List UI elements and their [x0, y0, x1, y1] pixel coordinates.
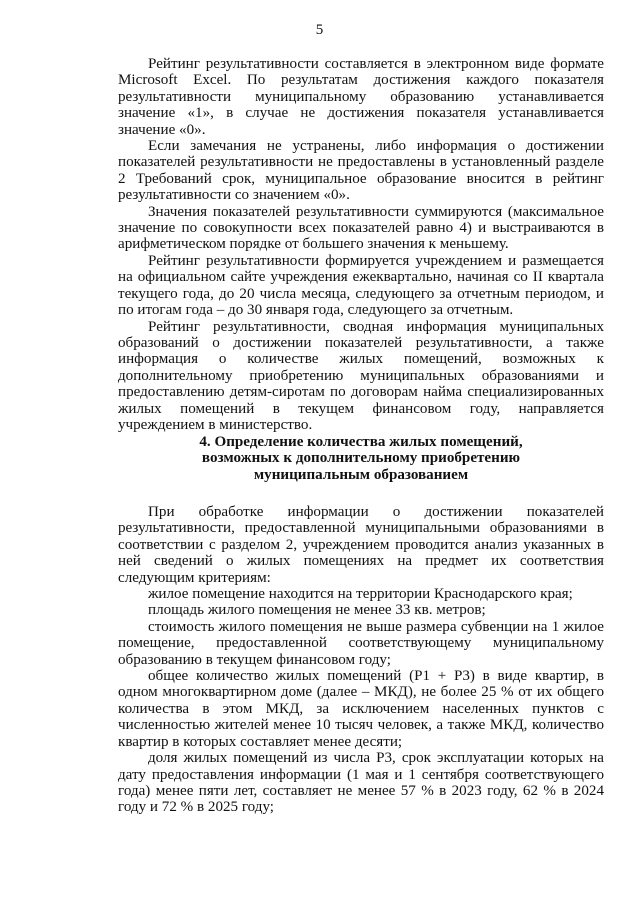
criterion-item: жилое помещение находится на территории Краснодарского края; [148, 586, 573, 603]
paragraph: Если замечания не устранены, либо информация о достижении показателей результативности не предоставлены в установленный разделе 2 Требований срок, муниципальное образование вносится в рейтинг результативности со значением «0». [118, 138, 604, 204]
paragraph: При обработке информации о достижении показателей результативности, предоставленной муниципальными образованиями в соответствии с разделом 2, учреждением проводится анализ указанных в ней сведений о жилых помещениях на предмет их соответствия следующим критериям: [118, 504, 604, 586]
criterion-item: стоимость жилого помещения не выше размера субвенции на 1 жилое помещение, предоставленной соответствующему муниципальному образованию в текущем финансовом году; [118, 618, 604, 668]
paragraph: Рейтинг результативности формируется учреждением и размещается на официальном сайте учреждения ежеквартально, начиная со II квартала текущего года, до 20 числа месяца, следующего за отчетным периодом, и по итогам года – до 30 января года, следующего за отчетным. [118, 252, 604, 319]
section-title-line: возможных к дополнительному приобретению [201, 450, 521, 467]
body-text-bottom [118, 504, 604, 816]
section-title [118, 434, 604, 483]
paragraph: Рейтинг результативности, сводная информация муниципальных образований о достижении показателей результативности, а также информация о количестве жилых помещений, возможных к дополнительному приобретению муниципальных образованиями и предоставлению детям-сиротам по договорам найма специализированных жилых помещений в текущем финансовом году, направляется учреждением в министерство. [118, 318, 604, 433]
paragraph: Рейтинг результативности составляется в электронном виде формате Microsoft Excel. По результатам достижения каждого показателя результативности муниципальному образованию устанавливается значение «1», в случае не достижения показателя устанавливается значение «0». [118, 56, 604, 138]
criterion-item: площадь жилого помещения не менее 33 кв. метров; [148, 602, 486, 619]
paragraph: Значения показателей результативности суммируются (максимальное значение по совокупности всех показателей равно 4) и выстраиваются в арифметическом порядке от большего значения к меньшему. [118, 203, 604, 253]
criterion-item: доля жилых помещений из числа Р3, срок эксплуатации которых на дату предоставления информации (1 мая и 1 сентября соответствующего года) менее пяти лет, составляет не менее 57 % в 2023 году, 62 % в 2024 году и 72 % в 2025 году; [118, 750, 604, 816]
criterion-item: общее количество жилых помещений (Р1 + Р3) в виде квартир, в одном многоквартирном доме (далее – МКД), не более 25 % от их общего количества в этом МКД, за исключением населенных пунктов с численностью жителей менее 10 тысяч человек, а также МКД, количество квартир в которых составляет менее десяти; [118, 668, 604, 750]
section-title-line: 4. Определение количества жилых помещений, [199, 434, 523, 450]
body-text-top [118, 56, 604, 433]
page-number: 5 [315, 22, 324, 38]
section-title-line: муниципальным образованием [253, 466, 469, 483]
